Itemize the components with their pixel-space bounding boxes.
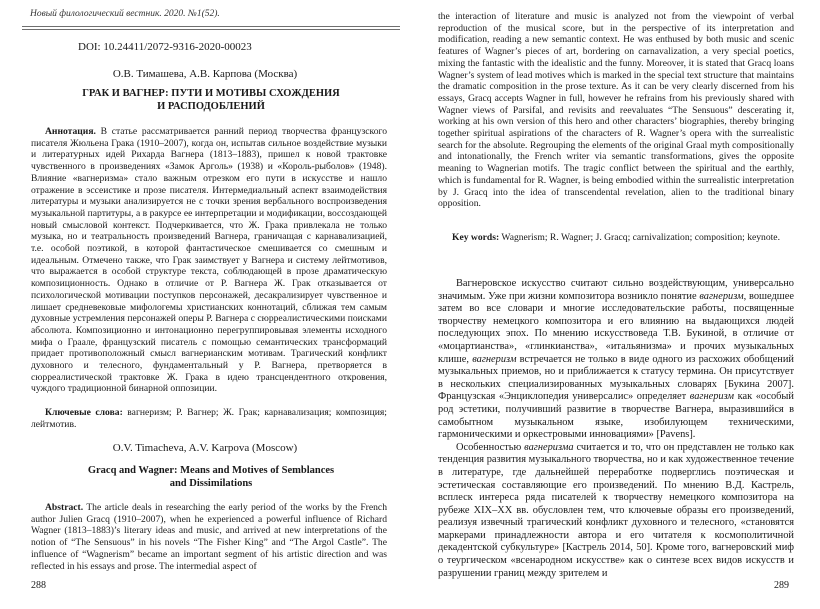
title-en-line2: and Dissimilations <box>169 477 253 489</box>
p2-text-a: Особенностью <box>456 441 525 453</box>
p1-text-c: встречается не только в виде одного из расхожих обобщений музыкальных приемов, но и приближается к статусу термина. Он присутствует в нескольких специализированных музыкальных словарях [Букина 2007]. Французская «Энциклопедия универсалис» определяет <box>438 353 794 403</box>
abstract-en-continued: the interaction of literature and music is analyzed not from the viewpoint of verbal reproduction of the musical score, but in the perspective of its interpretation and modification, reading a new semantic context. He was enthused by both music and scenic features of Wagner’s pieces of art, bordering on carnavalization, a very special poetics, mixing the fantastic with the idealistic and the funny. Moreover, it is stated that Gracq loans Wagner’s system of lead motives which is marked in the special text structure that maintains the dramatic composition in the prose texture. As it can be very clearly discerned from his essays, Gracq accepts Wagner in full, however he refrains from his previously shared with Wagner views of Parsifal, and revisits and reevaluates “The Sensuous” descerating it, working at his own version of this hero and other characters’ biographies, thereby bringing together spiritual aspirations of the characters of R. Wagner’s opera with the surrealistic search for the absolute. Regrouping the elements of the original Graal myth compositionally and intonationally, the French writer via semantic transformations, gives the opposite meaning to Wagnerian motifs. The tragic conflict between the spiritual and the earthly, which is fundamental for R. Wagner, is being embodied within the surrealistic interpretation by J. Gracq into the idea of transcendental revelation, alien to the traditional binary opposition. <box>438 11 794 210</box>
p1-text-d: как «особый род эстетики, получивший развитие в творчестве Вагнера, выразившийся в самобытном музыкальном языке, изобилующем техническими, гармоническими и оркестровыми инновациями» [Pavens]. <box>438 391 794 441</box>
keywords-ru <box>31 407 387 430</box>
header-rule-bottom <box>22 29 400 30</box>
title-ru <box>22 88 400 113</box>
keywords-ru-text: вагнеризм; Р. Вагнер; Ж. Грак; карнавализация; композиция; лейтмотив. <box>31 407 387 430</box>
keywords-en-text: Wagnerism; R. Wagner; J. Gracq; carnivalization; composition; keynote. <box>501 232 780 243</box>
p1-term-3: вагнеризм <box>689 391 735 403</box>
doi: DOI: 10.24411/2072-9316-2020-00023 <box>78 41 252 53</box>
title-en <box>22 465 400 490</box>
header-rule-top <box>22 26 400 27</box>
p2-text-b: считается и то, что он представлен не только как тенденция развития музыкального творчества, но и как художественное течение в литературе, где дальнейшей переработке подверглись поэтическая и эстетическая составляющие его произведений. По мнению В.Д. Кастрель, всплеск интереса ряда писателей к творчеству немецкого композитора на рубеже XIX–XX вв. обусловлен тем, что ключевые образы его произведений, реализуя извечный трагический конфликт духовного и телесного, «становятся маркерами принадлежности автора и его читателя к космополитичной декадентской субкультуре» [Кастрель 2014, 50]. Кроме того, вагнеровский миф о теургическом «всенародном искусстве» как о синтезе всех видов искусств и разрушении границ между зрителем и <box>438 441 794 579</box>
journal-header: Новый филологический вестник. 2020. №1(52). <box>30 9 220 19</box>
abstract-en-label: Abstract. <box>45 502 84 513</box>
title-ru-line2: И РАСПОДОБЛЕНИЙ <box>157 100 265 112</box>
abstract-en-text: The article deals in researching the early period of the works by the French author Julien Gracq (1910–2007), when he experienced a powerful influence of Richard Wagner (1813–1883)’s literary ideas and music, and arrived at new interpretations of the notion of “The Sensuous” in his novels “The Fisher King” and “The Argol Castle”. The influence of “Wagnerism” became an important segment of his artistic direction and was reflected in his essays and prose. The intermedial aspect of <box>31 502 387 572</box>
authors-ru: О.В. Тимашева, А.В. Карпова (Москва) <box>112 68 298 80</box>
p2-term-1: вагнеризма <box>524 441 574 453</box>
keywords-en <box>438 232 794 244</box>
paragraph-1 <box>438 278 794 442</box>
keywords-en-label: Key words: <box>452 232 500 243</box>
abstract-ru-label: Аннотация. <box>45 126 96 137</box>
p1-text-b: , вошедшее затем во все словари и многие исследовательские работы, посвященные творчеству немецкого композитора и его влиянию на выдающихся людей последующих эпох. По мнению искусствоведа Т.В. Букиной, в отличие от «моцартианства», «глинкианства», «итальянизма» и прочих музыкальных клише, <box>438 290 794 365</box>
title-en-line1: Gracq and Wagner: Means and Motives of Semblances <box>87 465 335 476</box>
p1-text-a: Вагнеровское искусство считают сильно воздействующим, универсально значимым. Уже при жизни композитора возникло понятие <box>438 278 794 302</box>
right-page <box>410 0 820 609</box>
page-number-right: 289 <box>774 580 789 591</box>
authors-en: O.V. Timacheva, A.V. Karpova (Moscow) <box>112 442 298 454</box>
p1-term-2: вагнеризм <box>472 353 517 365</box>
abstract-ru-text: В статье рассматривается ранний период творчества французского писателя Жюльена Грака (1910–2007), когда он, испытав сильное воздействие музыки и литературных идей Рихарда Вагнера (1813–1883), пришел к новой трактовке чувственного в произведениях «Замок Арголь» (1938) и «Король-рыболов» (1948). Влияние «вагнеризма» стало важным отрезком его пути в искусстве и нашло отражение в эссеистике и прозе писателя. Интермедиальный аспект взаимодействия литературы и музыки анализируется не с точки зрения вербального воспроизведения музыкальной партитуры, а в ракурсе ее интерпретации и модификации, воссоздающей новый смысловой контекст. Подчеркивается, что Ж. Грака привлекала не только музыка, но и театральность произведений Вагнера, граничащая с карнавализацией, т.е. особой поэтикой, в которой фантастическое смешивается со смешным и идеальным. Отмечено также, что Грак заимствует у Вагнера и систему лейтмотивов, что выражается в особой структуре текста, соблюдающей в прозе драматическую композиционность. Однако в отличие от Р. Вагнера Ж. Грак отказывается от психологической мотивации поступков персонажей, десакрализирует чувственное и лишает средневековые мифологемы христианских коннотаций, сближая тем самым духовные устремления персонажей оперы Р. Вагнера с сюрреалистическими поисками абсолюта. Композиционно и интонационно перегруппировывая элементы исходного мифа о Граале, французский писатель с помощью семантических трансформаций придает противоположный смысл вагнерианским мотивам. Трагический конфликт духовного и телесного, фундаментальный у Р. Вагнера, претворяется в сюрреалистической трактовке Ж. Грака в идею трансцендентного откровения, чуждого традиционной бинарной оппозиции. <box>31 126 387 395</box>
keywords-ru-label: Ключевые слова: <box>45 407 123 418</box>
paragraph-2 <box>438 442 794 581</box>
main-text <box>438 278 794 580</box>
page-number-left: 288 <box>31 580 46 591</box>
p1-term-1: вагнеризм <box>699 290 744 302</box>
abstract-ru <box>31 126 387 395</box>
title-ru-line1: ГРАК И ВАГНЕР: ПУТИ И МОТИВЫ СХОЖДЕНИЯ <box>82 88 340 99</box>
abstract-en <box>31 502 387 572</box>
